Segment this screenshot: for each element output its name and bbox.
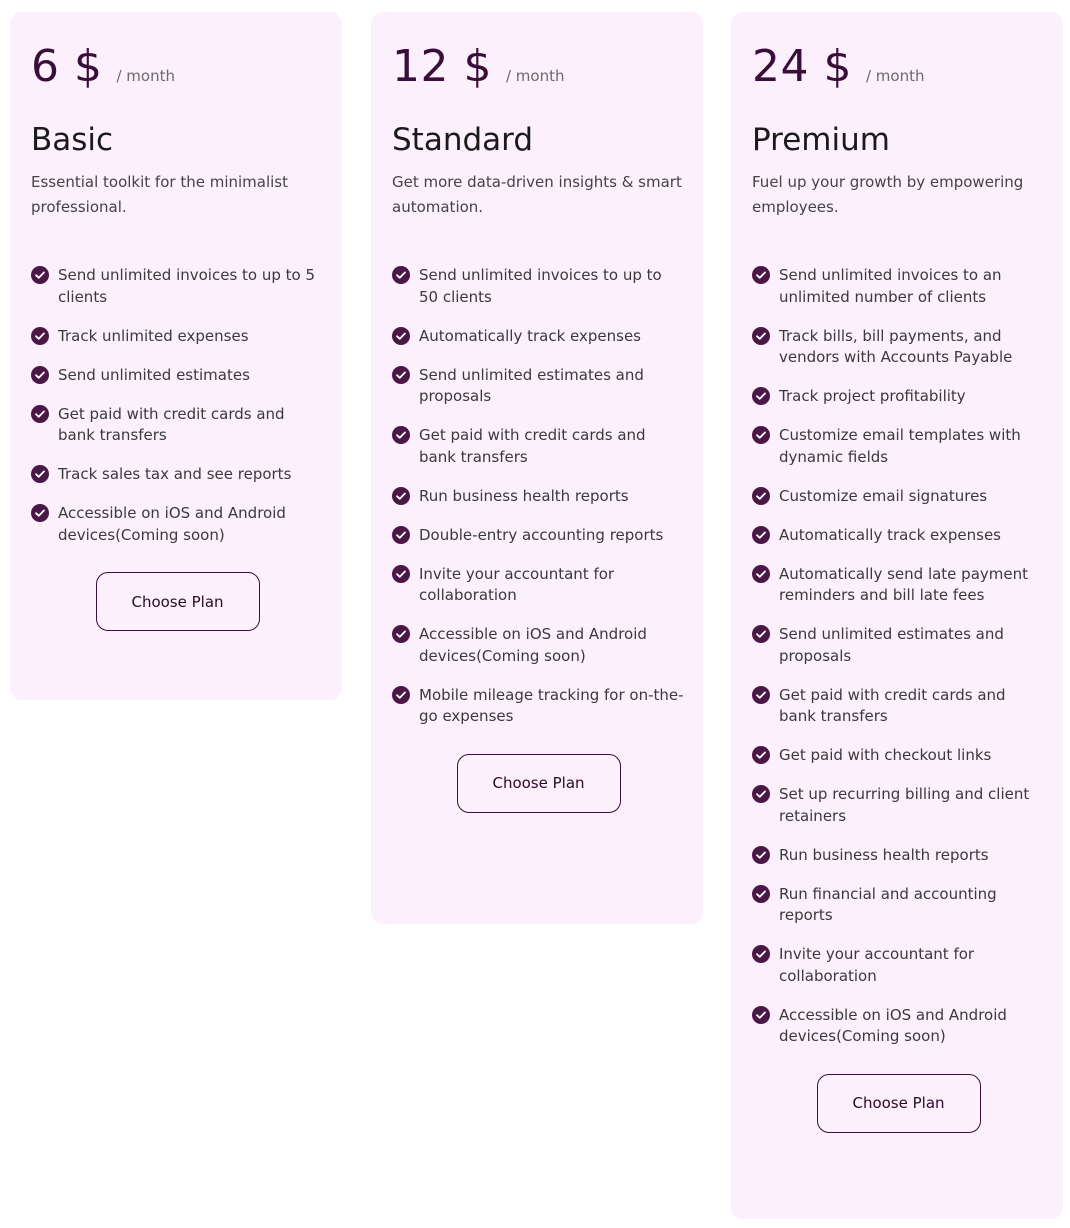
feature-text: Run financial and accounting reports bbox=[779, 884, 997, 924]
choose-plan-button[interactable]: Choose Plan bbox=[457, 754, 621, 813]
plan-card-basic bbox=[10, 12, 342, 700]
feature-item bbox=[392, 525, 685, 547]
feature-text: Get paid with checkout links bbox=[779, 746, 992, 764]
feature-text: Double-entry accounting reports bbox=[419, 525, 664, 544]
feature-text: Get paid with credit cards and bank transfers bbox=[779, 685, 1006, 725]
feature-text: Accessible on iOS and Android devices(Coming soon) bbox=[779, 1005, 1007, 1045]
feature-item bbox=[392, 265, 685, 308]
check-circle-icon bbox=[392, 426, 410, 444]
feature-text: Send unlimited invoices to up to 50 clients bbox=[419, 266, 662, 306]
feature-item bbox=[752, 1005, 1045, 1048]
feature-text: Send unlimited estimates and proposals bbox=[419, 365, 644, 405]
feature-item bbox=[752, 386, 1045, 408]
billing-period: / month bbox=[865, 67, 925, 85]
feature-item bbox=[752, 425, 1045, 468]
feature-item bbox=[752, 845, 1045, 867]
plan-name: Basic bbox=[31, 122, 114, 158]
feature-item bbox=[392, 624, 685, 667]
feature-text: Invite your accountant for collaboration bbox=[779, 945, 975, 985]
feature-item bbox=[31, 265, 324, 308]
feature-text: Invite your accountant for collaboration bbox=[419, 564, 615, 604]
feature-text: Track bills, bill payments, and vendors with Accounts Payable bbox=[779, 326, 1013, 366]
check-circle-icon bbox=[31, 405, 49, 423]
price-row bbox=[752, 42, 1045, 92]
feature-item bbox=[31, 404, 324, 447]
feature-item bbox=[752, 486, 1045, 508]
feature-text: Customize email signatures bbox=[779, 486, 988, 505]
feature-text: Track sales tax and see reports bbox=[58, 465, 292, 483]
plan-price: 6 $ bbox=[31, 41, 103, 92]
check-circle-icon bbox=[31, 266, 49, 284]
check-circle-icon bbox=[392, 565, 410, 583]
check-circle-icon bbox=[752, 565, 770, 583]
feature-list bbox=[31, 265, 324, 546]
feature-text: Set up recurring billing and client retainers bbox=[779, 785, 1030, 825]
check-circle-icon bbox=[752, 327, 770, 345]
check-circle-icon bbox=[752, 846, 770, 864]
feature-item bbox=[752, 326, 1045, 369]
check-circle-icon bbox=[752, 885, 770, 903]
price-row bbox=[31, 42, 324, 92]
feature-text: Customize email templates with dynamic fields bbox=[779, 426, 1021, 466]
feature-item bbox=[392, 326, 685, 348]
check-circle-icon bbox=[752, 1006, 770, 1024]
feature-item bbox=[31, 326, 324, 348]
feature-item bbox=[752, 884, 1045, 927]
plan-description: Get more data-driven insights & smart automation. bbox=[392, 173, 682, 216]
check-circle-icon bbox=[31, 465, 49, 483]
feature-item bbox=[752, 624, 1045, 667]
feature-text: Track unlimited expenses bbox=[58, 326, 249, 345]
feature-item bbox=[392, 564, 685, 607]
feature-text: Send unlimited estimates and proposals bbox=[779, 625, 1004, 665]
plan-price: 12 $ bbox=[392, 41, 492, 92]
check-circle-icon bbox=[752, 746, 770, 764]
feature-text: Mobile mileage tracking for on-the-go expenses bbox=[419, 685, 684, 725]
feature-item bbox=[752, 685, 1045, 728]
check-circle-icon bbox=[752, 785, 770, 803]
feature-item bbox=[31, 464, 324, 486]
check-circle-icon bbox=[752, 426, 770, 444]
feature-item bbox=[31, 503, 324, 546]
feature-item bbox=[392, 365, 685, 408]
feature-item bbox=[31, 365, 324, 387]
price-row bbox=[392, 42, 685, 92]
check-circle-icon bbox=[752, 945, 770, 963]
feature-text: Send unlimited estimates bbox=[58, 365, 250, 384]
check-circle-icon bbox=[31, 504, 49, 522]
feature-item bbox=[752, 944, 1045, 987]
check-circle-icon bbox=[392, 625, 410, 643]
plan-name: Premium bbox=[752, 122, 890, 158]
check-circle-icon bbox=[752, 487, 770, 505]
check-circle-icon bbox=[392, 526, 410, 544]
feature-item bbox=[392, 486, 685, 508]
feature-list bbox=[752, 265, 1045, 1048]
check-circle-icon bbox=[752, 526, 770, 544]
feature-text: Track project profitability bbox=[779, 387, 966, 405]
check-circle-icon bbox=[752, 387, 770, 405]
check-circle-icon bbox=[752, 686, 770, 704]
feature-item bbox=[752, 784, 1045, 827]
billing-period: / month bbox=[505, 67, 565, 85]
choose-plan-button[interactable]: Choose Plan bbox=[817, 1074, 981, 1133]
check-circle-icon bbox=[392, 686, 410, 704]
plan-card-premium bbox=[731, 12, 1063, 1219]
feature-text: Send unlimited invoices to an unlimited number of clients bbox=[779, 266, 1002, 306]
feature-text: Run business health reports bbox=[419, 486, 629, 505]
feature-item bbox=[752, 745, 1045, 767]
feature-item bbox=[392, 685, 685, 728]
feature-text: Send unlimited invoices to up to 5 clients bbox=[58, 266, 316, 306]
feature-item bbox=[392, 425, 685, 468]
feature-text: Automatically track expenses bbox=[779, 525, 1001, 544]
feature-text: Automatically track expenses bbox=[419, 326, 641, 345]
feature-text: Get paid with credit cards and bank transfers bbox=[419, 426, 646, 466]
check-circle-icon bbox=[752, 266, 770, 284]
plan-card-standard bbox=[371, 12, 703, 924]
plan-price: 24 $ bbox=[752, 41, 852, 92]
check-circle-icon bbox=[392, 327, 410, 345]
feature-list bbox=[392, 265, 685, 728]
check-circle-icon bbox=[392, 487, 410, 505]
billing-period: / month bbox=[116, 67, 175, 85]
plan-description: Essential toolkit for the minimalist professional. bbox=[31, 173, 288, 216]
feature-text: Automatically send late payment reminders and bill late fees bbox=[779, 564, 1028, 604]
feature-item bbox=[752, 564, 1045, 607]
check-circle-icon bbox=[392, 366, 410, 384]
feature-text: Run business health reports bbox=[779, 845, 989, 864]
feature-text: Accessible on iOS and Android devices(Coming soon) bbox=[419, 625, 647, 665]
check-circle-icon bbox=[752, 625, 770, 643]
feature-item bbox=[752, 525, 1045, 547]
feature-text: Accessible on iOS and Android devices(Coming soon) bbox=[58, 504, 286, 544]
feature-text: Get paid with credit cards and bank transfers bbox=[58, 404, 285, 444]
choose-plan-button[interactable]: Choose Plan bbox=[96, 572, 260, 631]
check-circle-icon bbox=[31, 327, 49, 345]
feature-item bbox=[752, 265, 1045, 308]
plan-name: Standard bbox=[392, 122, 534, 158]
check-circle-icon bbox=[31, 366, 49, 384]
plan-description: Fuel up your growth by empowering employees. bbox=[752, 173, 1024, 216]
check-circle-icon bbox=[392, 266, 410, 284]
